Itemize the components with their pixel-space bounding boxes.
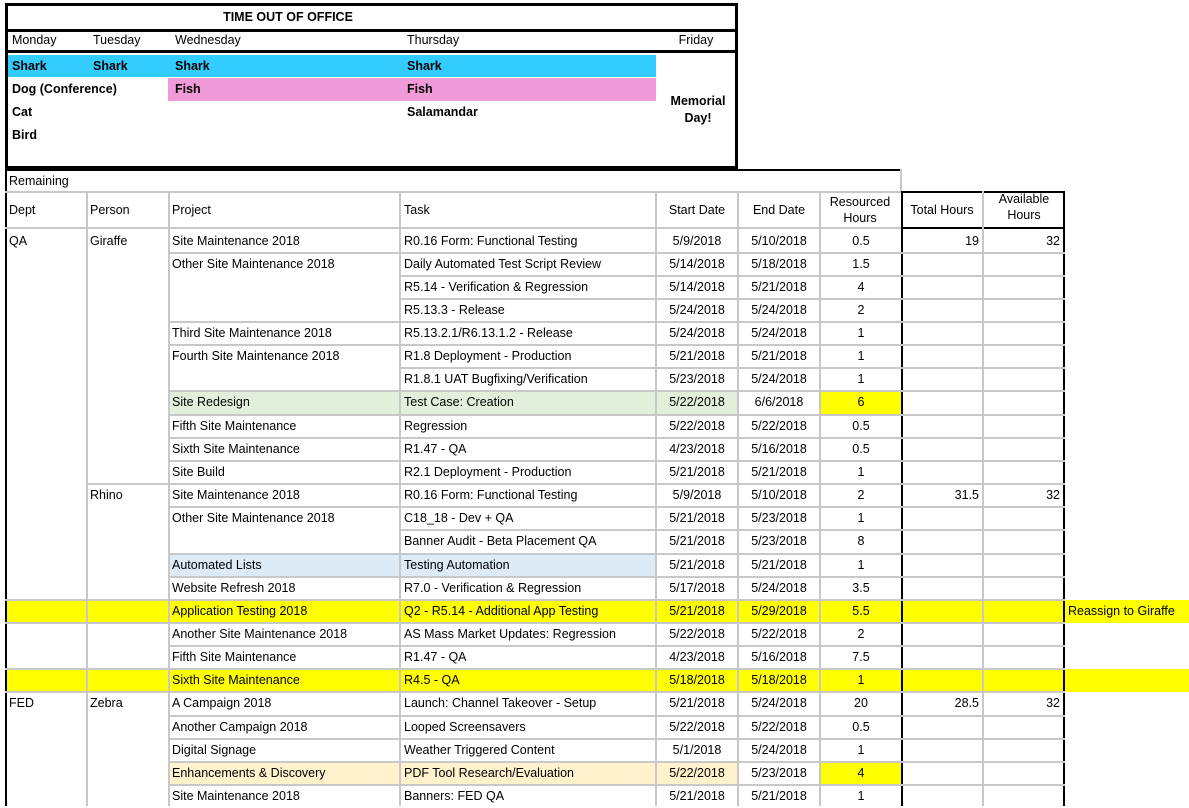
ooo-entry: Shark [93, 59, 128, 73]
table-row [0, 646, 1189, 669]
start-date-cell: 4/23/2018 [669, 442, 725, 456]
header-start-date: Start Date [668, 203, 726, 217]
task-cell: Testing Automation [404, 558, 510, 572]
total-hours-cell: 19 [965, 234, 979, 248]
remaining-label: Remaining [9, 174, 69, 188]
project-cell: Site Maintenance 2018 [172, 488, 300, 502]
day-wednesday: Wednesday [175, 33, 241, 47]
end-date-cell: 5/24/2018 [751, 303, 807, 317]
resourced-hours-cell: 2 [857, 627, 865, 641]
task-cell: Weather Triggered Content [404, 743, 555, 757]
project-cell: Third Site Maintenance 2018 [172, 326, 332, 340]
resourced-hours-cell: 1 [857, 326, 865, 340]
task-cell: R1.47 - QA [404, 442, 467, 456]
ooo-friday-holiday: Memorial Day! [670, 94, 726, 125]
project-cell: A Campaign 2018 [172, 696, 272, 710]
day-friday: Friday [678, 33, 714, 47]
task-cell: AS Mass Market Updates: Regression [404, 627, 616, 641]
table-row [0, 484, 1189, 507]
project-cell: Automated Lists [172, 558, 262, 572]
start-date-cell: 5/21/2018 [669, 789, 725, 803]
dept-cell: QA [9, 234, 28, 248]
task-cell: Banners: FED QA [404, 789, 505, 803]
project-cell: Site Maintenance 2018 [172, 789, 300, 803]
resourced-hours-cell: 8 [857, 534, 865, 548]
start-date-cell: 5/18/2018 [669, 673, 725, 687]
resourced-hours-cell: 0.5 [852, 234, 870, 248]
project-cell: Another Campaign 2018 [172, 720, 308, 734]
table-row [0, 253, 1189, 276]
start-date-cell: 5/21/2018 [669, 511, 725, 525]
ooo-entry: Shark [175, 59, 210, 73]
table-row [0, 716, 1189, 739]
header-project: Project [172, 203, 211, 217]
table-row [0, 461, 1189, 484]
resourced-hours-cell: 2 [857, 488, 865, 502]
start-date-cell: 5/21/2018 [669, 696, 725, 710]
end-date-cell: 5/24/2018 [751, 372, 807, 386]
table-row [0, 623, 1189, 646]
project-cell: Site Build [172, 465, 225, 479]
end-date-cell: 6/6/2018 [754, 395, 804, 409]
task-cell: R5.13.2.1/R6.13.1.2 - Release [404, 326, 573, 340]
task-cell: Regression [404, 419, 468, 433]
table-row [0, 391, 1189, 414]
project-cell: Sixth Site Maintenance [172, 673, 300, 687]
table-row [0, 507, 1189, 530]
resourced-hours-cell: 1 [857, 349, 865, 363]
table-row [0, 322, 1189, 345]
resourced-hours-cell: 1 [857, 558, 865, 572]
resourced-hours-cell: 20 [854, 696, 868, 710]
header-available-hours: Available Hours [998, 192, 1050, 222]
start-date-cell: 5/1/2018 [672, 743, 722, 757]
total-hours-cell: 28.5 [954, 696, 979, 710]
start-date-cell: 5/21/2018 [669, 349, 725, 363]
end-date-cell: 5/23/2018 [751, 534, 807, 548]
ooo-entry: Salamandar [407, 105, 478, 119]
table-row [0, 554, 1189, 577]
grid-line [5, 227, 901, 229]
available-hours-cell: 32 [1046, 488, 1060, 502]
task-cell: R1.8 Deployment - Production [404, 349, 572, 363]
task-cell: Q2 - R5.14 - Additional App Testing [404, 604, 599, 618]
row-note: Reassign to Giraffe [1068, 604, 1175, 618]
header-resourced-hours: Resourced Hours [829, 195, 891, 225]
grid-line [900, 169, 902, 193]
table-row [0, 438, 1189, 461]
project-cell: Application Testing 2018 [172, 604, 308, 618]
table-row [0, 276, 1189, 299]
person-cell: Giraffe [90, 234, 128, 248]
table-row [0, 299, 1189, 322]
resourced-hours-cell: 1 [857, 465, 865, 479]
end-date-cell: 5/10/2018 [751, 234, 807, 248]
end-date-cell: 5/21/2018 [751, 280, 807, 294]
end-date-cell: 5/21/2018 [751, 789, 807, 803]
table-row [0, 692, 1189, 715]
end-date-cell: 5/24/2018 [751, 743, 807, 757]
end-date-cell: 5/21/2018 [751, 465, 807, 479]
start-date-cell: 5/14/2018 [669, 280, 725, 294]
start-date-cell: 5/24/2018 [669, 303, 725, 317]
table-row [0, 530, 1189, 553]
task-cell: R0.16 Form: Functional Testing [404, 488, 578, 502]
end-date-cell: 5/24/2018 [751, 326, 807, 340]
project-cell: Fifth Site Maintenance [172, 650, 297, 664]
end-date-cell: 5/29/2018 [751, 604, 807, 618]
end-date-cell: 5/18/2018 [751, 257, 807, 271]
ooo-entry: Cat [12, 105, 33, 119]
resourced-hours-cell: 0.5 [852, 442, 870, 456]
ooo-entry: Dog (Conference) [12, 82, 117, 96]
task-cell: R5.13.3 - Release [404, 303, 505, 317]
table-row [0, 345, 1189, 368]
grid-line [5, 169, 901, 171]
ooo-entry: Fish [175, 82, 201, 96]
project-cell: Website Refresh 2018 [172, 581, 296, 595]
end-date-cell: 5/23/2018 [751, 766, 807, 780]
task-cell: R1.8.1 UAT Bugfixing/Verification [404, 372, 588, 386]
dept-cell: FED [9, 696, 34, 710]
ooo-entry: Bird [12, 128, 37, 142]
resourced-hours-cell: 3.5 [852, 581, 870, 595]
ooo-entry: Shark [407, 59, 442, 73]
resourced-hours-cell: 0.5 [852, 419, 870, 433]
end-date-cell: 5/22/2018 [751, 419, 807, 433]
task-cell: R1.47 - QA [404, 650, 467, 664]
day-tuesday: Tuesday [93, 33, 141, 47]
header-total-hours: Total Hours [910, 203, 974, 217]
end-date-cell: 5/10/2018 [751, 488, 807, 502]
end-date-cell: 5/18/2018 [751, 673, 807, 687]
start-date-cell: 5/21/2018 [669, 465, 725, 479]
table-row [0, 762, 1189, 785]
start-date-cell: 5/22/2018 [669, 419, 725, 433]
project-cell: Site Maintenance 2018 [172, 234, 300, 248]
header-person: Person [90, 203, 130, 217]
table-row [0, 785, 1189, 808]
ooo-title: TIME OUT OF OFFICE [223, 10, 353, 24]
end-date-cell: 5/21/2018 [751, 349, 807, 363]
table-row [0, 415, 1189, 438]
table-row [0, 600, 1189, 623]
grid-line [5, 191, 901, 193]
resourced-hours-cell: 7.5 [852, 650, 870, 664]
task-cell: R7.0 - Verification & Regression [404, 581, 582, 595]
project-cell: Enhancements & Discovery [172, 766, 326, 780]
header-dept: Dept [9, 203, 36, 217]
table-row [0, 577, 1189, 600]
person-cell: Rhino [90, 488, 123, 502]
start-date-cell: 5/22/2018 [669, 766, 725, 780]
resourced-hours-cell: 1 [857, 743, 865, 757]
project-cell: Another Site Maintenance 2018 [172, 627, 348, 641]
table-row [0, 368, 1189, 391]
end-date-cell: 5/22/2018 [751, 627, 807, 641]
task-cell: PDF Tool Research/Evaluation [404, 766, 574, 780]
day-monday: Monday [12, 33, 57, 47]
project-cell: Digital Signage [172, 743, 257, 757]
ooo-entry: Fish [407, 82, 433, 96]
project-cell: Other Site Maintenance 2018 [172, 511, 335, 525]
end-date-cell: 5/21/2018 [751, 558, 807, 572]
table-row [0, 739, 1189, 762]
resourced-hours-cell: 0.5 [852, 720, 870, 734]
start-date-cell: 4/23/2018 [669, 650, 725, 664]
resourced-hours-cell: 1 [857, 511, 865, 525]
project-cell: Other Site Maintenance 2018 [172, 257, 335, 271]
resourced-hours-cell: 4 [857, 766, 865, 780]
resourced-hours-cell: 1 [857, 372, 865, 386]
end-date-cell: 5/16/2018 [751, 650, 807, 664]
person-cell: Zebra [90, 696, 123, 710]
resourced-hours-cell: 6 [857, 395, 865, 409]
ooo-entry: Shark [12, 59, 47, 73]
task-cell: R4.5 - QA [404, 673, 460, 687]
end-date-cell: 5/22/2018 [751, 720, 807, 734]
start-date-cell: 5/22/2018 [669, 720, 725, 734]
start-date-cell: 5/9/2018 [672, 234, 722, 248]
resourced-hours-cell: 1 [857, 673, 865, 687]
task-cell: Banner Audit - Beta Placement QA [404, 534, 597, 548]
start-date-cell: 5/21/2018 [669, 604, 725, 618]
available-hours-cell: 32 [1046, 696, 1060, 710]
start-date-cell: 5/14/2018 [669, 257, 725, 271]
task-cell: Daily Automated Test Script Review [404, 257, 602, 271]
resourced-hours-cell: 1 [857, 789, 865, 803]
start-date-cell: 5/22/2018 [669, 395, 725, 409]
day-thursday: Thursday [407, 33, 460, 47]
end-date-cell: 5/24/2018 [751, 581, 807, 595]
start-date-cell: 5/23/2018 [669, 372, 725, 386]
available-hours-cell: 32 [1046, 234, 1060, 248]
header-end-date: End Date [752, 203, 806, 217]
task-cell: C18_18 - Dev + QA [404, 511, 514, 525]
start-date-cell: 5/21/2018 [669, 558, 725, 572]
start-date-cell: 5/21/2018 [669, 534, 725, 548]
end-date-cell: 5/16/2018 [751, 442, 807, 456]
start-date-cell: 5/9/2018 [672, 488, 722, 502]
project-cell: Sixth Site Maintenance [172, 442, 300, 456]
task-cell: R5.14 - Verification & Regression [404, 280, 589, 294]
task-cell: Test Case: Creation [404, 395, 514, 409]
project-cell: Fourth Site Maintenance 2018 [172, 349, 340, 363]
task-cell: Looped Screensavers [404, 720, 526, 734]
project-cell: Site Redesign [172, 395, 250, 409]
start-date-cell: 5/24/2018 [669, 326, 725, 340]
end-date-cell: 5/23/2018 [751, 511, 807, 525]
total-hours-cell: 31.5 [954, 488, 979, 502]
task-cell: Launch: Channel Takeover - Setup [404, 696, 597, 710]
start-date-cell: 5/22/2018 [669, 627, 725, 641]
resourced-hours-cell: 4 [857, 280, 865, 294]
resourced-hours-cell: 5.5 [852, 604, 870, 618]
project-cell: Fifth Site Maintenance [172, 419, 297, 433]
header-task: Task [404, 203, 430, 217]
start-date-cell: 5/17/2018 [669, 581, 725, 595]
resourced-hours-cell: 1.5 [852, 257, 870, 271]
table-row [0, 669, 1189, 692]
table-row [0, 230, 1189, 253]
task-cell: R0.16 Form: Functional Testing [404, 234, 578, 248]
resourced-hours-cell: 2 [857, 303, 865, 317]
end-date-cell: 5/24/2018 [751, 696, 807, 710]
task-cell: R2.1 Deployment - Production [404, 465, 572, 479]
